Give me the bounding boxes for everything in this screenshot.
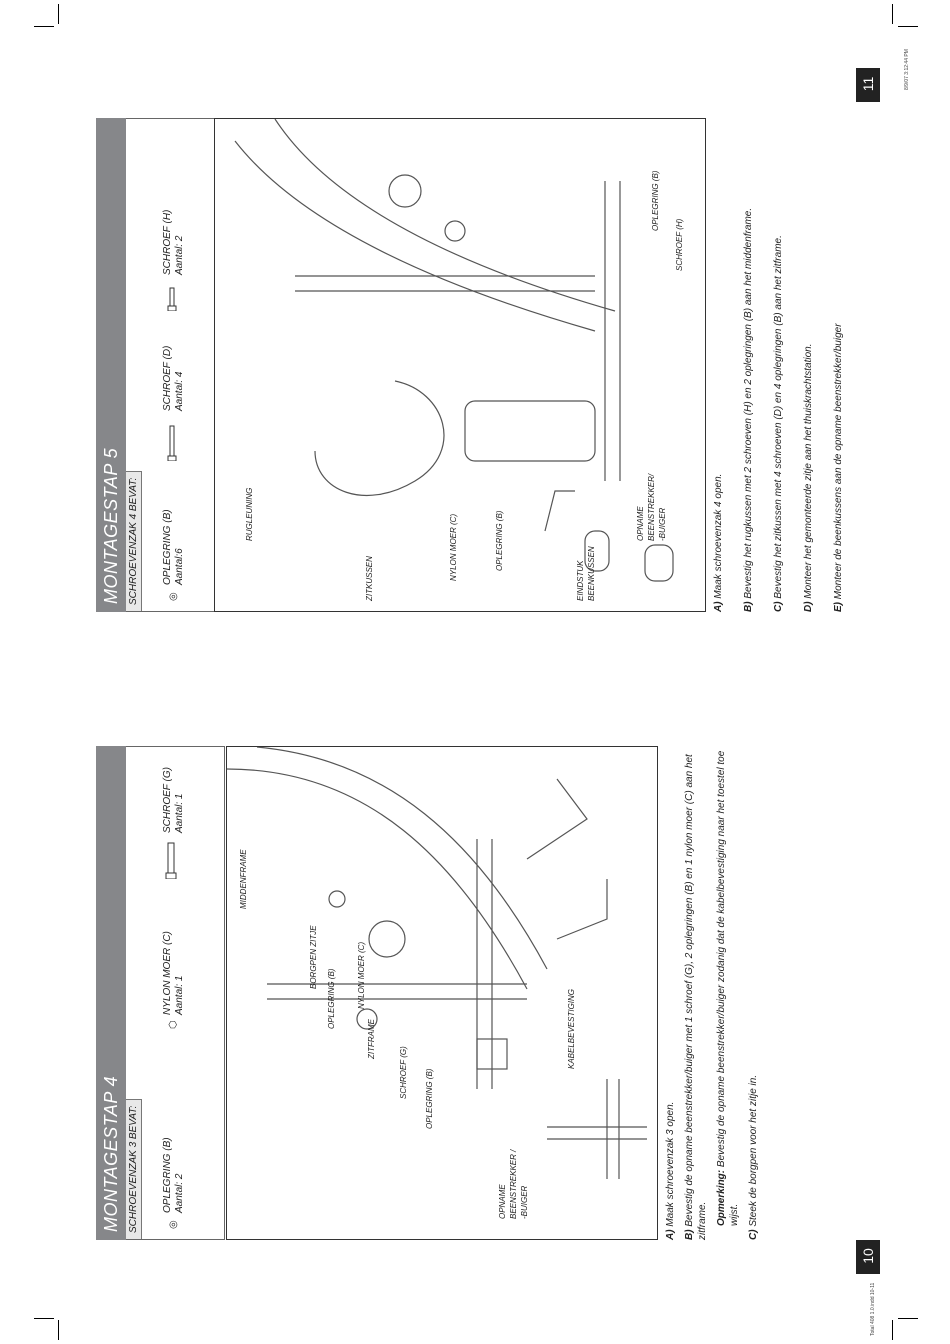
kit-item: SCHROEF (D) Aantal: 4 xyxy=(162,345,185,411)
step5-kit-box xyxy=(126,118,225,612)
step4-kit-box xyxy=(126,746,225,1240)
label-oplegring: OPLEGRING (B) xyxy=(651,170,660,231)
label-opname: OPNAME BEENSTREKKER / -BUIGER xyxy=(498,1149,529,1219)
step4-panel xyxy=(96,746,759,1240)
kit-item: OPLEGRING (B) Aantal: 2 xyxy=(162,1137,185,1213)
step5-diagram xyxy=(214,118,706,612)
footer-left: Total 408 1.0.indd 10-11 xyxy=(870,1282,876,1336)
label-rugleuning: RUGLEUNING xyxy=(245,487,254,541)
step4-heading: MONTAGESTAP 4 xyxy=(96,746,126,1240)
label-opname: OPNAME BEENSTREKKER/ -BUIGER xyxy=(636,473,667,541)
crop-mark xyxy=(34,1318,54,1319)
crop-mark xyxy=(898,26,918,27)
label-oplegring: OPLEGRING (B) xyxy=(425,1068,434,1129)
step4-diagram xyxy=(226,746,658,1240)
washer-icon: ◎ xyxy=(168,592,179,601)
step4-instructions: A) Maak schroevenzak 3 open. B) Bevestig de opname beenstrekker/buiger met 1 schroef (G), 2 oplegringen (B) en 1 nylon moer (C) aan het zitframe. Opmerking: Bevestig de opname beenstrekker/buiger zodanig dat de kabelbevestiging naar het toestel toe wijst. C) Steek de borgpen voor het zitje in. xyxy=(665,750,759,1240)
step4-kit-title: SCHROEVENZAK 3 BEVAT: xyxy=(126,1099,142,1239)
kit-item: SCHROEF (G) Aantal: 1 xyxy=(162,767,185,833)
nut-icon: ⬡ xyxy=(168,1020,179,1029)
bolt-icon xyxy=(166,281,181,311)
label-eindstuk: EINDSTUK BEENKUSSEN xyxy=(576,546,596,601)
footer-right: 8/9/07 3:12:44 PM xyxy=(904,49,910,90)
label-schroef-h: SCHROEF (H) xyxy=(675,218,684,271)
label-zitkussen: ZITKUSSEN xyxy=(365,556,374,601)
crop-mark xyxy=(892,1320,893,1340)
label-middenframe: MIDDENFRAME xyxy=(239,849,248,909)
kit-item: NYLON MOER (C) Aantal: 1 xyxy=(162,931,185,1015)
step5-instructions: A) Maak schroevenzak 4 open. B) Bevestig het rugkussen met 2 schroeven (H) en 2 oplegringen (B) aan het middenframe. C) Bevestig het zitkussen met 4 schroeven (D) en 4 oplegringen (B) aan het zitframe. D) Monteer het gemonteerde zitje aan het thuiskrachtstation. E) Monteer de beenkussens aan de opname beenstrekker/buiger xyxy=(713,207,844,612)
label-nylon: NYLON MOER (C) xyxy=(449,513,458,581)
bolt-icon xyxy=(166,421,181,461)
step5-panel xyxy=(96,118,844,612)
label-schroef: SCHROEF (G) xyxy=(399,1046,408,1099)
step5-heading: MONTAGESTAP 5 xyxy=(96,118,126,612)
label-borgpen: BORGPEN ZITJE xyxy=(309,925,318,989)
crop-mark xyxy=(898,1318,918,1319)
kit-item: OPLEGRING (B) Aantal:6 xyxy=(162,509,185,585)
step4-drawing xyxy=(227,747,657,1239)
crop-mark xyxy=(58,1320,59,1340)
washer-icon: ◎ xyxy=(168,1220,179,1229)
label-oplegring: OPLEGRING (B) xyxy=(495,510,504,571)
kit-item: SCHROEF (H) Aantal: 2 xyxy=(162,209,185,275)
label-oplegring: OPLEGRING (B) xyxy=(327,968,336,1029)
step5-kit-title: SCHROEVENZAK 4 BEVAT: xyxy=(126,471,142,611)
page-number-left: 10 xyxy=(856,1240,880,1274)
crop-mark xyxy=(34,26,54,27)
page-number-right: 11 xyxy=(856,68,880,102)
bolt-icon xyxy=(164,839,181,879)
crop-mark xyxy=(892,4,893,24)
label-kabel: KABELBEVESTIGING xyxy=(567,988,576,1069)
crop-mark xyxy=(58,4,59,24)
label-zitframe: ZITFRAME xyxy=(367,1019,376,1059)
step5-drawing xyxy=(215,119,705,611)
label-nylon: NYLON MOER (C) xyxy=(357,941,366,1009)
